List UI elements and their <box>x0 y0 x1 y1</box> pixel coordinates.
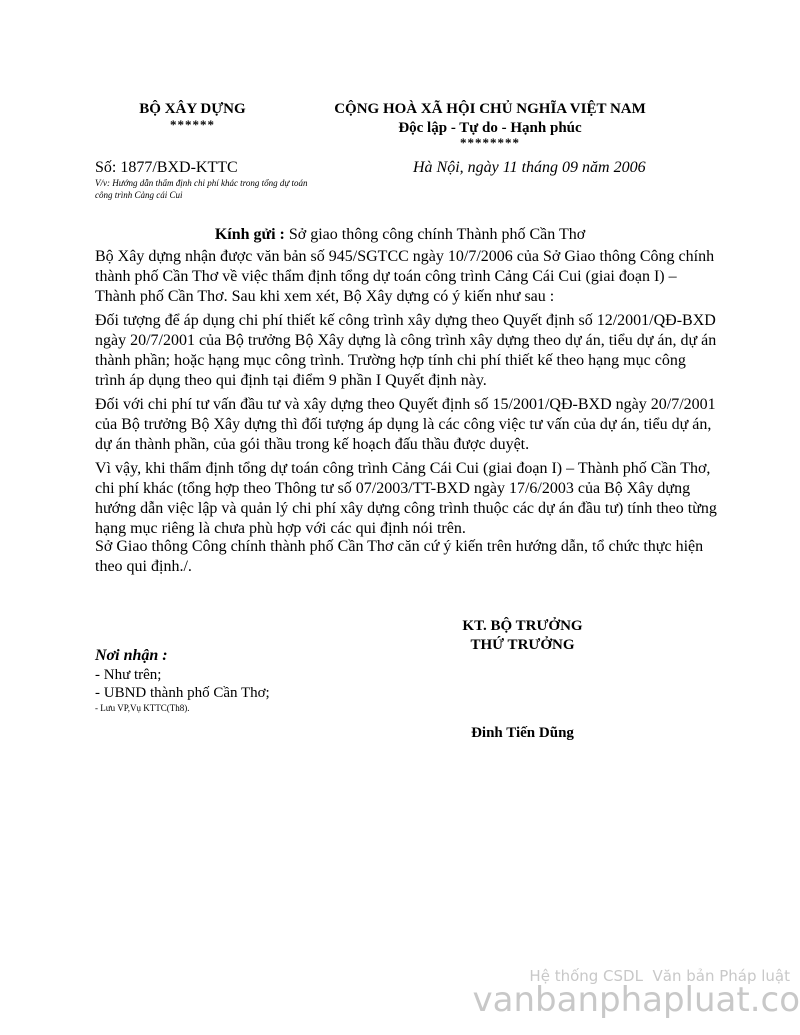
recipient-item: - Như trên; <box>95 667 162 683</box>
recipient-label: Kính gửi : <box>214 226 285 243</box>
paragraph-text: Vì vậy, khi thẩm định tổng dự toán công trình Cảng Cái Cui (giai đoạn I) – Thành phố Cần Thơ, chi phí khác (tổng hợp theo Thông tư số 07/2003/TT-BXD ngày 17/6/2003 của Bộ Xây dựng hướng dẫn việc lập và quản lý chi phí xây dựng công trình thuộc các dự án đầu tư) tính theo từng hạng mục riêng là chưa phù hợp với các qui định nói trên. <box>95 460 717 537</box>
watermark-site: vanbanphapluat.co <box>472 980 800 1020</box>
document-date: Hà Nội, ngày 11 tháng 09 năm 2006 <box>413 159 646 176</box>
agency-header <box>120 99 265 131</box>
document-subject: V/v: Hướng dẫn thẩm định chi phí khác trong tổng dự toán công trình Cảng cái Cui <box>95 178 308 200</box>
signature-block <box>430 617 615 655</box>
country-name: CỘNG HOÀ XÃ HỘI CHỦ NGHĨA VIỆT NAM <box>334 101 646 117</box>
national-motto: Độc lập - Tự do - Hạnh phúc <box>398 120 582 136</box>
motto-stars: ******** <box>460 135 520 150</box>
recipient-name: Sở giao thông công chính Thành phố Cần Thơ <box>288 226 586 243</box>
paragraph <box>95 395 720 455</box>
signer-name: Đinh Tiến Dũng <box>471 725 574 741</box>
national-header <box>300 99 680 149</box>
signature-title: KT. BỘ TRƯỞNG <box>462 618 583 634</box>
recipients-title: Nơi nhận : <box>95 647 168 664</box>
paragraph <box>95 247 720 307</box>
document-number: Số: 1877/BXD-KTTC <box>95 159 238 176</box>
paragraph-text: Sở Giao thông Công chính thành phố Cần Thơ căn cứ ý kiến trên hướng dẫn, tổ chức thực hiện theo qui định./. <box>95 538 704 575</box>
paragraph-text: Đối với chi phí tư vấn đầu tư và xây dựng theo Quyết định số 15/2001/QĐ-BXD ngày 20/7/2001 của Bộ trưởng Bộ Xây dựng thì đối tượng áp dụng là các công việc tư vấn của dự án, tiểu dự án, dự án thành phần, của gói thầu trong kế hoạch đấu thầu được duyệt. <box>95 396 716 453</box>
recipient-line <box>0 226 800 244</box>
paragraph-text: Đối tượng để áp dụng chi phí thiết kế công trình xây dựng theo Quyết định số 12/2001/QĐ-BXD ngày 20/7/2001 của Bộ trưởng Bộ Xây dựng là công trình xây dựng theo dự án, tiểu dự án, dự án thành phần; hoặc hạng mục công trình. Trường hợp tính chi phí thiết kế theo hạng mục công trình áp dụng theo qui định tại điểm 9 phần I Quyết định này. <box>95 312 717 389</box>
recipient-item: - UBND thành phố Cần Thơ; <box>95 685 270 701</box>
paragraph <box>95 537 720 577</box>
signature-position: THỨ TRƯỞNG <box>470 637 575 653</box>
agency-stars: ****** <box>170 117 215 132</box>
watermark-caption: Hệ thống CSDL Văn bản Pháp luật <box>529 967 790 985</box>
recipients-list <box>95 666 270 714</box>
paragraph <box>95 311 720 391</box>
paragraph-text: Bộ Xây dựng nhận được văn bản số 945/SGTCC ngày 10/7/2006 của Sở Giao thông Công chính thành phố Cần Thơ về việc thẩm định tổng dự toán công trình Cảng Cái Cui (giai đoạn I) – Thành phố Cần Thơ. Sau khi xem xét, Bộ Xây dựng có ý kiến như sau : <box>95 248 715 305</box>
paragraph <box>95 459 720 539</box>
agency-name: BỘ XÂY DỰNG <box>139 101 246 117</box>
recipient-item: - Lưu VP,Vụ KTTC(Th8). <box>95 703 190 713</box>
